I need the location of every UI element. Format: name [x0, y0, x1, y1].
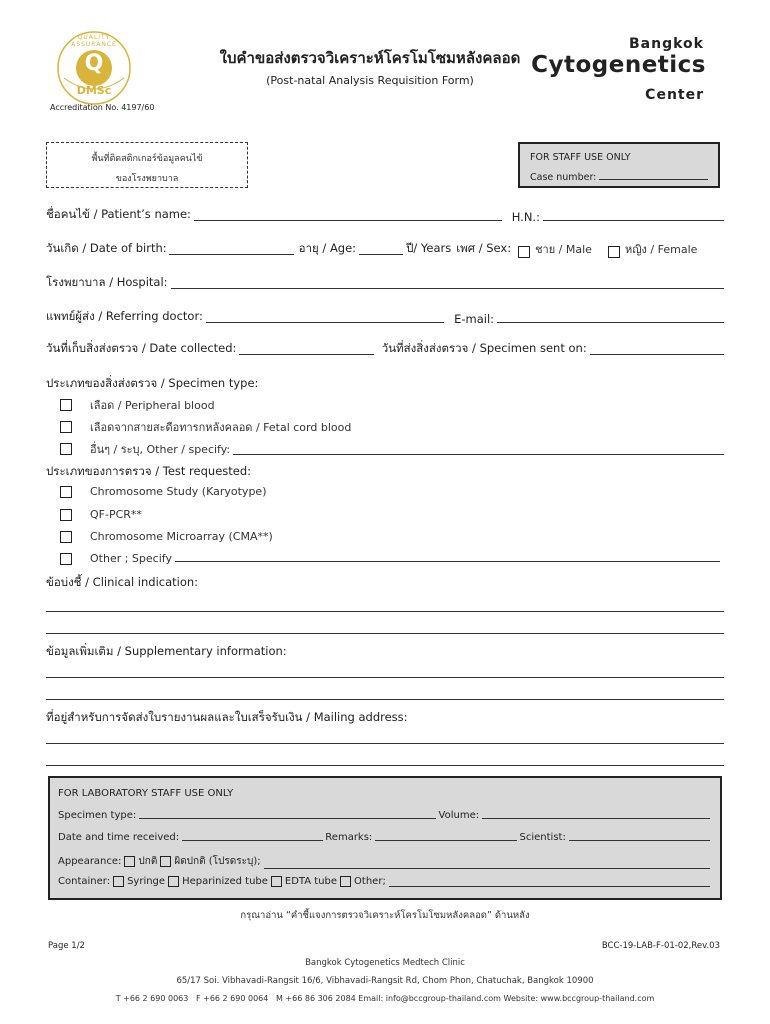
karyotype-label: Chromosome Study (Karyotype)	[90, 485, 267, 498]
test-other-field[interactable]	[175, 561, 720, 562]
female-label: หญิง / Female	[624, 243, 698, 256]
staff-use-title: FOR STAFF USE ONLY	[530, 152, 631, 163]
specimen-other-label: อื่นๆ / ระบุ, Other / specify:	[90, 443, 231, 456]
sticker-line-2: ของโรงพยาบาล	[115, 174, 179, 184]
lab-remarks-field[interactable]	[375, 840, 516, 841]
lab-box-title: FOR LABORATORY STAFF USE ONLY	[58, 788, 234, 799]
appearance-abnormal-checkbox[interactable]	[160, 856, 171, 867]
patient-name-label: ชื่อคนไข้ / Patient’s name:	[46, 207, 191, 221]
clinical-line-2[interactable]	[46, 633, 724, 634]
sex-label: เพศ / Sex:	[456, 241, 512, 255]
sticker-area[interactable]	[46, 142, 248, 188]
container-heparinized-label: Heparinized tube	[182, 876, 268, 887]
appearance-normal-label: ปกติ	[138, 856, 158, 867]
seal-letter: Q	[84, 51, 104, 76]
qf-pcr-checkbox[interactable]	[60, 509, 72, 521]
clinical-indication-label: ข้อบ่งชี้ / Clinical indication:	[46, 575, 199, 589]
container-edta-label: EDTA tube	[284, 876, 338, 887]
date-collected-label: วันที่เก็บสิ่งส่งตรวจ / Date collected:	[46, 341, 237, 355]
form-title-english: (Post-natal Analysis Requisition Form)	[266, 74, 474, 87]
container-syringe-checkbox[interactable]	[113, 876, 124, 887]
hn-label: H.N.:	[511, 210, 540, 224]
specimen-other-field[interactable]	[233, 454, 724, 455]
brand-center: Center	[645, 87, 704, 103]
mailing-line-2[interactable]	[46, 765, 724, 766]
cord-blood-label: เลือดจากสายสะดือทารกหลังคลอด / Fetal cord blood	[90, 421, 352, 434]
brand-cytogenetics: Cytogenetics	[531, 52, 706, 78]
date-collected-field[interactable]	[239, 353, 373, 355]
lab-date-received-field[interactable]	[182, 840, 323, 841]
supplementary-line-2[interactable]	[46, 699, 724, 700]
hn-field[interactable]	[543, 219, 724, 221]
lab-volume-field[interactable]	[482, 818, 710, 819]
cma-label: Chromosome Microarray (CMA**)	[90, 530, 273, 543]
supplementary-line-1[interactable]	[46, 677, 724, 678]
qf-pcr-label: QF-PCR**	[90, 508, 142, 521]
staff-use-box	[518, 142, 720, 188]
specimen-type-heading: ประเภทของสิ่งส่งตรวจ / Specimen type:	[46, 376, 259, 390]
male-label: ชาย / Male	[535, 243, 592, 256]
specimen-sent-label: วันที่ส่งสิ่งส่งตรวจ / Specimen sent on:	[381, 341, 587, 355]
cord-blood-checkbox[interactable]	[60, 421, 72, 433]
test-requested-heading: ประเภทของการตรวจ / Test requested:	[46, 464, 252, 478]
container-heparinized-checkbox[interactable]	[168, 876, 179, 887]
clinical-line-1[interactable]	[46, 611, 724, 612]
specimen-sent-field[interactable]	[590, 353, 724, 355]
page-number: Page 1/2	[48, 941, 85, 951]
container-other-label: Other;	[354, 876, 386, 887]
hospital-label: โรงพยาบาล / Hospital:	[46, 275, 168, 289]
container-syringe-label: Syringe	[127, 876, 166, 887]
read-instructions-note: กรุณาอ่าน “คำชี้แจงการตรวจวิเคราะห์โครโมโซมหลังคลอด” ด้านหลัง	[240, 910, 530, 921]
brand-bangkok: Bangkok	[629, 36, 704, 52]
female-checkbox[interactable]	[608, 246, 620, 258]
lab-specimen-type-field[interactable]	[139, 818, 435, 819]
seal-ring-text: QUALITY ASSURANCE	[71, 34, 117, 48]
sticker-line-1: พื้นที่ติดสติกเกอร์ข้อมูลคนไข้	[91, 154, 203, 164]
appearance-abnormal-label: ผิดปกติ (โปรดระบุ);	[174, 856, 261, 867]
document-code: BCC-19-LAB-F-01-02,Rev.03	[601, 941, 720, 951]
age-field[interactable]	[359, 254, 403, 255]
seal-bottom-text: DMSc	[76, 84, 112, 97]
case-number-label: Case number:	[530, 172, 597, 183]
lab-volume-label: Volume:	[438, 810, 480, 821]
appearance-normal-checkbox[interactable]	[124, 856, 135, 867]
clinic-name: Bangkok Cytogenetics Medtech Clinic	[305, 958, 465, 968]
clinic-address: 65/17 Soi. Vibhavadi-Rangsit 16/6, Vibhavadi-Rangsit Rd, Chom Phon, Chatuchak, Bangkok 10900	[176, 976, 594, 986]
appearance-abnormal-field[interactable]	[264, 868, 710, 869]
email-label: E-mail:	[454, 312, 495, 326]
test-other-label: Other ; Specify	[90, 552, 172, 565]
specimen-other-checkbox[interactable]	[60, 443, 72, 455]
case-number-field[interactable]	[599, 179, 708, 180]
lab-appearance-label: Appearance:	[58, 856, 122, 867]
container-edta-checkbox[interactable]	[271, 876, 282, 887]
form-title-thai: ใบคำขอส่งตรวจวิเคราะห์โครโมโซมหลังคลอด	[219, 49, 521, 67]
container-other-checkbox[interactable]	[340, 876, 351, 887]
karyotype-checkbox[interactable]	[60, 486, 72, 498]
years-label: ปี/ Years	[406, 241, 452, 255]
lab-specimen-type-label: Specimen type:	[58, 810, 137, 821]
age-label: อายุ / Age:	[298, 241, 357, 255]
clinic-contact: T +66 2 690 0063 F +66 2 690 0064 M +66 86 306 2084 Email: info@bccgroup-thailand.com Website: www.bccgroup-thailand.com	[115, 994, 655, 1003]
male-checkbox[interactable]	[518, 246, 530, 258]
lab-scientist-field[interactable]	[569, 840, 710, 841]
doctor-field[interactable]	[206, 321, 444, 323]
email-field[interactable]	[497, 321, 724, 323]
peripheral-blood-label: เลือด / Peripheral blood	[90, 399, 215, 412]
dob-label: วันเกิด / Date of birth:	[46, 241, 167, 255]
cma-checkbox[interactable]	[60, 531, 72, 543]
lab-staff-box	[48, 776, 722, 900]
lab-scientist-label: Scientist:	[519, 832, 566, 843]
mailing-address-label: ที่อยู่สำหรับการจัดส่งใบรายงานผลและใบเสร็จรับเงิน / Mailing address:	[46, 710, 408, 724]
accreditation-number: Accreditation No. 4197/60	[50, 103, 155, 112]
mailing-line-1[interactable]	[46, 743, 724, 744]
test-other-checkbox[interactable]	[60, 553, 72, 565]
dob-field[interactable]	[169, 254, 294, 255]
lab-remarks-label: Remarks:	[325, 832, 373, 843]
doctor-label: แพทย์ผู้ส่ง / Referring doctor:	[46, 309, 203, 323]
container-other-field[interactable]	[389, 886, 710, 887]
lab-date-received-label: Date and time received:	[58, 832, 180, 843]
supplementary-label: ข้อมูลเพิ่มเติม / Supplementary information:	[46, 644, 287, 658]
peripheral-blood-checkbox[interactable]	[60, 399, 72, 411]
patient-name-field[interactable]	[194, 219, 502, 221]
lab-container-label: Container:	[58, 876, 111, 887]
hospital-field[interactable]	[171, 287, 724, 289]
